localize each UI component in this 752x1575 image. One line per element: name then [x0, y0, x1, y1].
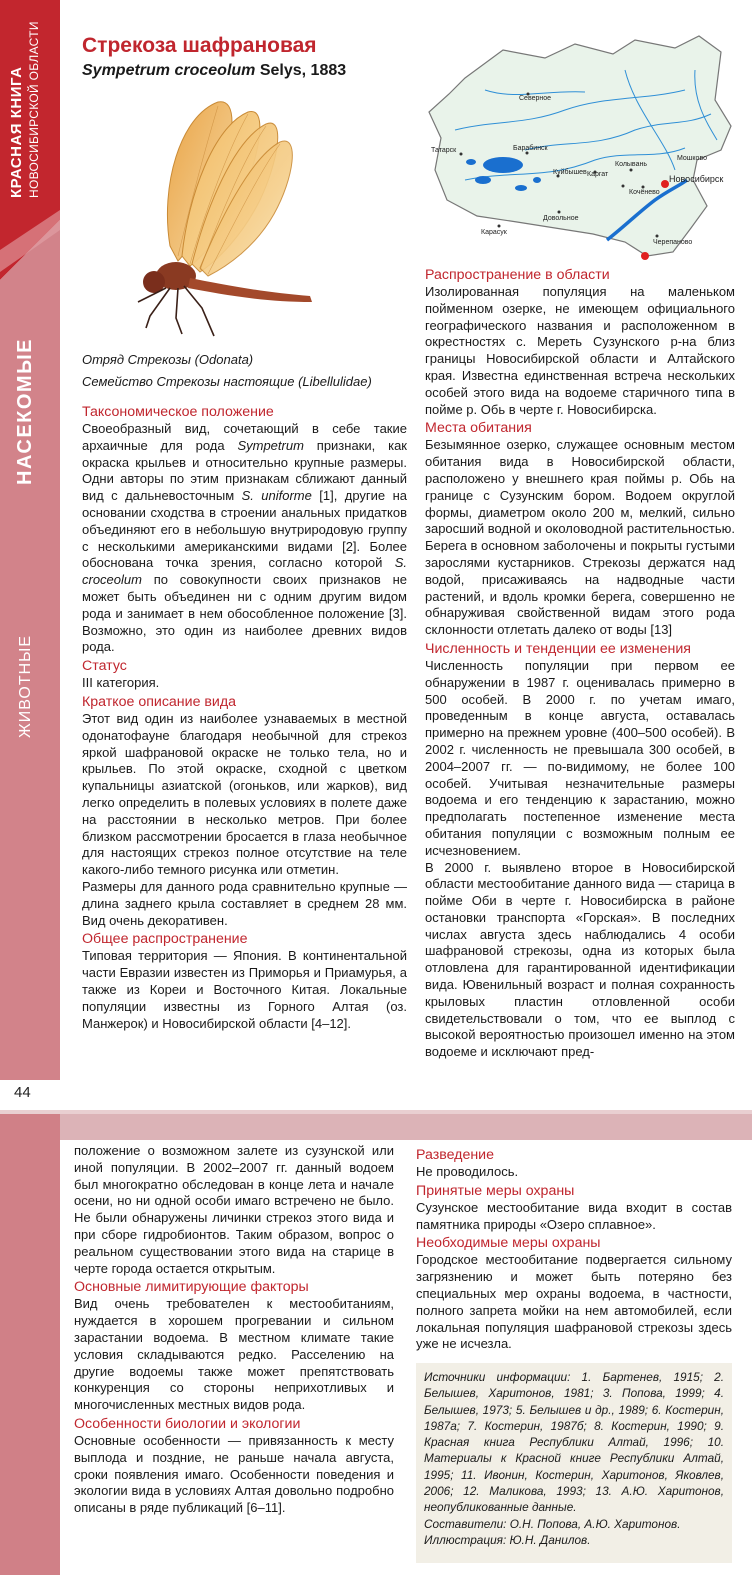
taxon-family: Семейство Стрекозы настоящие (Libellulidae): [82, 374, 372, 389]
sidebar-region-label: НОВОСИБИРСКОЙ ОБЛАСТИ: [27, 21, 41, 198]
biology-text: Основные особенности — привязанность к месту выплода и поздние, не раньше начала августа, сроки появления имаго. Особенности поведения и экологии вида в условиях Алтая довольно подробно описаны в ряде публикаций [6–11].: [74, 1432, 394, 1516]
text-run: [1], другие на основании сходства в строении анальных придатков объединяют его в небольшую внутриродовую группу с несколькими американскими видами [2]. Более обоснована точка зрения, согласно которой: [82, 488, 407, 571]
text-column-page2-left: [74, 1143, 394, 1517]
section-heading-habitat: Места обитания: [425, 420, 532, 437]
section-heading-limiting-factors: Основные лимитирующие факторы: [74, 1279, 309, 1296]
description-text: Этот вид один из наиболее узнаваемых в местной одонатофауне благодаря необычной для стрекоз яркой шафрановой окраске не только тела, но и крыльев. По этой окраске, сходной с цветком купальницы азиатской (огоньков, или жарков), вид легко определить в полевых условиях в полете даже на расстоянии в несколько метров. При более близком рассмотрении бросается в глаза необычное для настоящих стрекоз полное отсутствие на теле какого-либо темного рисунка или отметин.: [82, 710, 407, 878]
map-label: Колывань: [615, 161, 647, 168]
map-label: Барабинск: [513, 145, 548, 152]
abundance-text: В 2000 г. выявлено второе в Новосибирской области местообитание данного вида — старица в пойме Оби в черте г. Новосибирска в районе остановки транспорта «Горская». В последних числах августа здесь наблюдались 4 особи шафрановой стрекозы, одна из которых была отловлена для гарантированной идентификации вида. Ювенильный возраст и полная сохранность крыловых пластин отловленной особи свидетельствовали о том, что ее выплод с высокой вероятностью произошел именно на этом водоеме и исключают пред-: [425, 859, 735, 1060]
text-column-left: [82, 402, 407, 1032]
text-run: по совокупности своих признаков не может быть объединен ни с одним другим видом рода и занимает в нем обособленное положение [3]. Возможно, это один из наиболее древних видов рода.: [82, 572, 407, 655]
sidebar: [0, 0, 60, 1110]
distribution-map: [425, 30, 735, 265]
sidebar-chapter-label: ЖИВОТНЫЕ: [17, 634, 34, 738]
section-heading-status: Статус: [82, 658, 127, 675]
text-run: признаки, как окраска крыльев и относительно крупные размеры. Одни авторы по этим признакам сближают данный вид с дальневосточным: [82, 437, 407, 504]
map-label: Каргат: [587, 171, 609, 178]
text-column-right: [425, 265, 735, 1061]
habitat-text: Безымянное озерко, служащее основным местом обитания вида в Новосибирской области, расположено у внешнего края поймы р. Обь на границе с Сузунским бором. Водоем округлой формы, диаметром около 200 м, мелкий, сильно заросший водной и околоводной растительностью. Берега в основном заболочены и покрыты густыми зарослями кустарников. Стрекозы держатся над водой, присаживаясь на надводные части растений, и вдоль кромки берега, совершенно не обнаруживая свойственной видам этого рода склонности отлетать далеко от воды [13]: [425, 437, 735, 638]
map-label: Северное: [519, 95, 552, 102]
text-run-italic: S. croceolum: [82, 555, 407, 588]
abundance-text: Численность популяции при первом ее обнаружении в 1987 г. оценивалась примерно в 500 особей. В 2000 г. по учетам имаго, проведенным в конце августа, оставалась примерно на прежнем уровне (400–500 особей). В 2002 г. численность не превышала 300 особей, в 2004–2007 гг. — по-видимому, не более 100 особей. Учитывая незначительные размеры водоема и его тенденцию к зарастанию, можно предполагать постепенное изменение места обитания популяции с возможным полным ее исчезновением.: [425, 657, 735, 858]
map-label: Новосибирск: [669, 174, 724, 184]
text-run-italic: Sympetrum: [237, 437, 304, 453]
latin-author: Selys, 1883: [255, 62, 347, 79]
compilers-text: Составители: О.Н. Попова, А.Ю. Харитонов.: [424, 1516, 681, 1531]
dragonfly-illustration: [110, 96, 350, 341]
species-title: Стрекоза шафрановая: [82, 34, 317, 57]
limiting-factors-text: Вид очень требователен к местообитаниям, нуждается в хорошем прогревании и сильном зарастании водоема. В местном климате такие условия складываются редко. Расселению на другие водоемы также может препятствовать конкуренция со стороны неприхотливых и многочисленных местных видов рода.: [74, 1296, 394, 1413]
species-latin-name: [82, 62, 346, 80]
sources-box: [416, 1363, 732, 1563]
status-text: III категория.: [82, 675, 160, 691]
sidebar-pink-band-page2: [0, 1114, 60, 1575]
page-top-band: [60, 1114, 752, 1140]
sidebar-red-book-label: КРАСНАЯ КНИГА: [8, 66, 25, 198]
section-heading-description: Краткое описание вида: [82, 693, 237, 710]
text-column-page2-right: [416, 1145, 732, 1353]
map-label: Черепаново: [653, 239, 693, 246]
map-label: Карасук: [481, 229, 507, 236]
sidebar-fold-decoration: [0, 210, 60, 280]
description-text: Размеры для данного рода сравнительно крупные — длина заднего крыла составляет в среднем 28 мм. Вид очень декоративен.: [82, 878, 407, 928]
map-label: Мошково: [677, 155, 707, 162]
section-heading-measures-taken: Принятые меры охраны: [416, 1182, 575, 1199]
measures-needed-text: Городское местообитание подвергается сильному загрязнению и может быть потеряно без специальных мер охраны водоема, в частности, полного запрета мойки на нем автомобилей, если локальная популяция шафрановой стрекозы здесь уже не исчезла.: [416, 1252, 732, 1352]
section-heading-biology: Особенности биологии и экологии: [74, 1415, 301, 1432]
section-heading-measures-needed: Необходимые меры охраны: [416, 1235, 601, 1252]
illustration-credit: Иллюстрация: Ю.Н. Данилов.: [424, 1532, 591, 1547]
text-run-italic: S. uniforme: [241, 488, 312, 504]
general-distribution-text: Типовая территория — Япония. В континентальной части Евразии известен из Приморья и Приамурья, а также из Кореи и Восточного Китая. Локальные популяции известны из Горного Алтая (оз. Манжерок) и Новосибирской области [4–12].: [82, 948, 407, 1031]
text-run: Своеобразный вид, сочетающий в себе такие архаичные для рода: [82, 421, 407, 453]
sidebar-section-label: НАСЕКОМЫЕ: [14, 337, 36, 485]
map-label: Довольное: [543, 215, 579, 222]
page-number: 44: [14, 1084, 31, 1101]
sources-text: Источники информации: 1. Бартенев, 1915; 2. Белышев, Харитонов, 1981; 3. Попова, 1999; 4. Белышев, 1973; 5. Белышев и др., 1989; 6. Костерин, 1987а; 7. Костерин, 1987б; 8. Костерин, 1990; 9. Красная книга Республики Алтай, 1996; 10. Материалы к Красной книге Республики Алтай, 1995; 11. Ивонин, Костерин, Харитонов, Яковлев, 2006; 12. Маликова, 1993; 13. А.Ю. Харитонов, неопубликованные данные.: [424, 1370, 724, 1515]
map-label: Кочёнево: [629, 189, 660, 196]
abundance-continued-text: положение о возможном залете из сузунской или иной популяции. В 2002–2007 гг. данный водоем был многократно обследован в конце лета и начале осени, но ни одной особи имаго встречено не было. Не были обнаружены личинки стрекоз этого вида и при сборе гидробионтов. Таким образом, вопрос о реальном существовании этого вида на старице в черте города остается открытым.: [74, 1143, 394, 1276]
taxonomy-text: [82, 421, 407, 656]
taxon-order: Отряд Стрекозы (Odonata): [82, 352, 254, 367]
section-heading-general-distribution: Общее распространение: [82, 931, 248, 948]
regional-distribution-text: Изолированная популяция на маленьком пойменном озерке, не имеющем официального географического названия и расположенном в окрестностях с. Мереть Сузунского р-на близ границы Новосибирской области и Алтайского края. Известна единственная встреча нескольких особей этого вида на водоеме старичного типа в пойме р. Обь в черте г. Новосибирска.: [425, 284, 735, 417]
section-heading-abundance: Численность и тенденции ее изменения: [425, 640, 691, 657]
section-heading-regional-distribution: Распространение в области: [425, 267, 610, 283]
section-heading-taxonomy: Таксономическое положение: [82, 404, 274, 420]
map-label: Куйбышев: [553, 169, 587, 176]
breeding-text: Не проводилось.: [416, 1164, 519, 1179]
section-heading-breeding: Разведение: [416, 1147, 495, 1163]
latin-binomial: Sympetrum croceolum: [82, 62, 256, 79]
measures-taken-text: Сузунское местообитание вида входит в состав памятника природы «Озеро сплавное».: [416, 1199, 732, 1232]
map-label: Татарск: [431, 147, 457, 154]
